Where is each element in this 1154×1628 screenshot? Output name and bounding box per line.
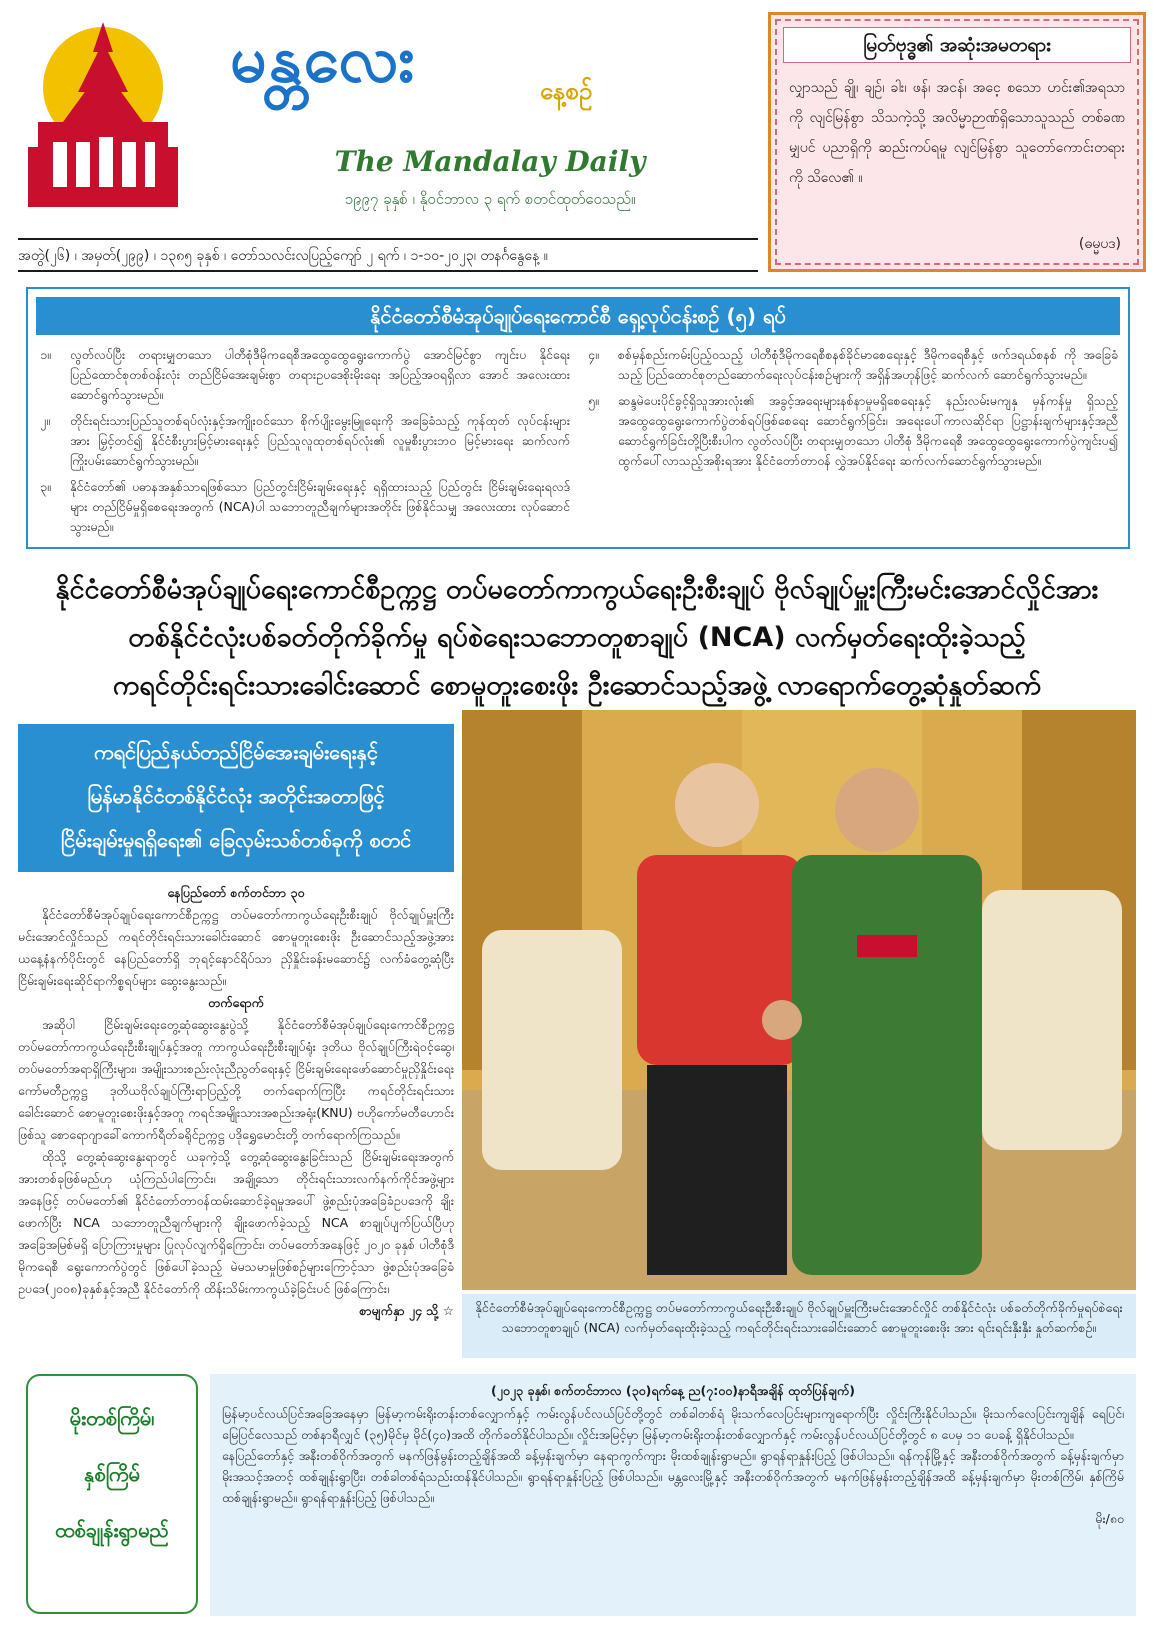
policy-item <box>40 477 570 537</box>
policy-item-number: ၃။ <box>40 479 51 494</box>
policy-item-text: စစ်မှန်စည်းကမ်းပြည့်ဝသည့် ပါတီစုံဒီမိုကရေစီစနစ်ခိုင်မာစေရေးနှင့် ဒီမိုကရေစီနှင့် ဖက်ဒရယ်စနစ် ကို အခြေခံသည့် ပြည်ထောင်စုတည်ဆောက်ရေးလုပ်ငန်းစဉ်များကို အရှိန်အဟုန်ဖြင့် ဆက်လက် ဆောင်ရွက်သွားမည်။ <box>618 347 1118 382</box>
policy-item-text: တိုင်းရင်းသားပြည်သူတစ်ရပ်လုံးနှင့်အကျိုးဝင်သော စိုက်ပျိုးမွေးမြူရေးကို အခြေခံသည့် ကုန်ထုတ် လုပ်ငန်းများအား မြှင့်တင်၍ နိုင်ငံစီးပွားမြင့်မားရေးနှင့် ပြည်သူလူထုတစ်ရပ်လုံး၏ လူမှုစီးပွားဘဝ မြင့်မားရေး ဆက်လက်ကြိုးပမ်းဆောင်ရွက်သွားမည်။ <box>70 413 570 468</box>
masthead-english-title: The Mandalay Daily <box>334 145 646 178</box>
subhead-line: ငြိမ်းချမ်းမှုရရှိရေး၏ ခြေလှမ်းသစ်တစ်ခုကို စတင် <box>60 828 412 852</box>
policy-item-text: ဆန္ဒမဲပေးပိုင်ခွင့်ရှိသူအားလုံး၏ အခွင့်အရေးများနစ်နာမှုမရှိစေရေးနှင့် နည်းလမ်းမကျနှ မှန်ကန်မှု ရှိသည့် အထွေထွေရွေးကောက်ပွဲတစ်ရပ်ဖြစ်စေရေး ဆောင်ရွက်ခြင်း၊ အရေးပေါ်ကာလဆိုင်ရာ ပြဋ္ဌာန်းချက်များနှင့်အညီ ဆောင်ရွက်ခြင်းတို့ပြီးစီးပါက လွတ်လပ်ပြီး တရားမျှတသော ပါတီစုံ ဒီမိုကရေစီ အထွေထွေရွေးကောက်ပွဲကျင်းပ၍ ထွက်ပေါ်လာသည့်အစိုးရအား နိုင်ငံတော်တာဝန် လွှဲအပ်နိုင်ရေး ဆက်လက်ဆောင်ရွက်သွားမည်။ <box>618 393 1118 468</box>
handshake-photo <box>462 710 1136 1290</box>
article-continued-link[interactable]: စာမျက်နှာ ၂၄ သို့ ☆ <box>359 1303 454 1318</box>
masthead-title-suffix: နေ့စဉ် <box>540 77 593 105</box>
policy-item-number: ၅။ <box>588 393 599 408</box>
masthead-established-note: ၁၉၉၇ ခုနှစ် ၊ နိုဝင်ဘာလ ၃ ရက် စတင်ထုတ်ဝေသည်။ <box>344 190 636 208</box>
policy-item-number: ၄။ <box>588 347 599 362</box>
masthead-title: မန္တလေး <box>230 22 417 97</box>
quote-title: မြတ်ဗုဒ္ဓ၏ အဆုံးအမတရား <box>783 27 1131 63</box>
headline-line: နိုင်ငံတော်စီမံအုပ်ချုပ်ရေးကောင်စီဥက္ကဋ္ဌ တပ်မတော်ကာကွယ်ရေးဦးစီးချုပ် ဗိုလ်ချုပ်မှူးကြီးမင်းအောင်လှိုင်အား <box>55 574 1099 605</box>
policy-column-right <box>588 345 1118 477</box>
policy-item-number: ၂။ <box>40 413 50 428</box>
issue-info-line: အတွဲ(၂၆) ၊ အမှတ်(၂၉၉) ၊ ၁၃၈၅ ခုနှစ် ၊ တော်သလင်းလပြည့်ကျော် ၂ ရက် ၊ ၁-၁၀-၂၀၂၃၊ တနင်္ဂနွေနေ့ ။ <box>18 238 758 272</box>
weather-line: နှစ်ကြိမ် <box>84 1462 140 1486</box>
photo-caption: နိုင်ငံတော်စီမံအုပ်ချုပ်ရေးကောင်စီဥက္ကဋ္ဌ တပ်မတော်ကာကွယ်ရေးဦးစီးချုပ် ဗိုလ်ချုပ်မှူးကြီးမင်းအောင်လှိုင် တစ်နိုင်ငံလုံး ပစ်ခတ်တိုက်ခိုက်မှုရပ်စဲရေးသဘောတူစာချုပ် (NCA) လက်မှတ်ရေးထိုးခဲ့သည့် ကရင်တိုင်းရင်းသားခေါင်းဆောင် စောမူတူးစေးဖိုး အား ရင်းရင်းနှီးနှီး နှုတ်ဆက်စဉ်။ <box>462 1294 1136 1358</box>
quote-source: (ဓမ္မပဒ) <box>1078 236 1121 252</box>
policy-item-text: နိုင်ငံတော်၏ ပဓာနအနှစ်သာရဖြစ်သော ပြည်တွင်းငြိမ်းချမ်းရေးနှင့် ရရှိထားသည့် ပြည်တွင်း ငြိမ်းချမ်းရေးရလဒ်များ တည်ငြိမ်မှုရှိစေရေးအတွက် (NCA)ပါ သဘောတူညီချက်များအတိုင်း ဖြစ်နိုင်သမျှ အလေးထား လုပ်ဆောင်သွားမည်။ <box>70 479 570 534</box>
forecast-header: (၂၀၂၃ ခုနှစ်၊ စက်တင်ဘာလ (၃၀)ရက်နေ့ ည(၇:၀၀)နာရီအချိန် ထုတ်ပြန်ချက်) <box>491 1383 855 1398</box>
forecast-page-ref: မိုး/၈၀ <box>1095 1511 1124 1526</box>
policy-column-left <box>40 345 570 543</box>
subhead-line: မြန်မာနိုင်ငံတစ်နိုင်ငံလုံး အတိုင်းအတာဖြင့် <box>87 784 385 808</box>
weather-summary-box <box>26 1374 198 1614</box>
article-dateline: နေပြည်တော် စက်တင်ဘာ ၃၀ <box>167 885 305 900</box>
article-paragraph: ထိုသို့ တွေ့ဆုံဆွေးနွေးရာတွင် ယခုကဲ့သို့ တွေ့ဆုံဆွေးနွေးခြင်းသည် ငြိမ်းချမ်းရေးအတွက် အားတစ်ခုဖြစ်မည်ဟု ယုံကြည်ပါကြောင်း၊ အချို့သော တိုင်းရင်းသားလက်နက်ကိုင်အဖွဲ့များအနေဖြင့် တပ်မတော်၏ နိုင်ငံတော်တာဝန်ထမ်းဆောင်ခဲ့ရမှုအပေါ် ဖွဲ့စည်းပုံအခြေခံဥပဒေကို ချိုးဖောက်ပြီး NCA သဘောတူညီချက်များကို ချိုးဖောက်ခဲ့သည့် NCA စာချုပ်ပျက်ပြယ်ပြီဟု အခြေအမြစ်မရှိ ပြောကြားမှုများ ပြုလုပ်လျက်ရှိကြောင်း၊ တပ်မတော်အနေဖြင့် ၂၀၂၀ ခုနှစ် ပါတီစုံဒီမိုကရေစီ ရွေးကောက်ပွဲတွင် ဖြစ်ပေါ်ခဲ့သည့် မဲမသမာမှုဖြစ်စဉ်များကြောင့်သာ ဖွဲ့စည်းပုံအခြေခံဥပဒေ(၂၀၀၈)ခုနှစ်နှင့်အညီ နိုင်ငံတော်ကို ထိန်းသိမ်းကာကွယ်ခဲ့ခြင်းပင် ဖြစ်ကြောင်း၊ <box>18 1149 454 1296</box>
headline-line: ကရင်တိုင်းရင်းသားခေါင်းဆောင် စောမူတူးစေးဖိုး ဦးဆောင်သည့်အဖွဲ့ လာရောက်တွေ့ဆုံနှုတ်ဆက် <box>112 670 1042 701</box>
weather-line: မိုးတစ်ကြိမ်၊ <box>69 1406 155 1430</box>
weather-line: ထစ်ချုန်းရွာမည် <box>55 1518 169 1542</box>
policy-item <box>40 345 570 405</box>
policy-title: နိုင်ငံတော်စီမံအုပ်ချုပ်ရေးကောင်စီ ရှေ့လုပ်ငန်းစဉ် (၅) ရပ် <box>36 297 1120 335</box>
buddha-teaching-box <box>768 12 1146 272</box>
article-paragraph: နိုင်ငံတော်စီမံအုပ်ချုပ်ရေးကောင်စီဥက္ကဋ္ဌ တပ်မတော်ကာကွယ်ရေးဦးစီးချုပ် ဗိုလ်ချုပ်မှူးကြီးမင်းအောင်လှိုင်သည် ကရင်တိုင်းရင်းသားခေါင်းဆောင် စောမူတူးစေးဖိုး ဦးဆောင်သည့်အဖွဲ့အား ယနေ့နံနက်ပိုင်းတွင် နေပြည်တော်ရှိ ဘုရင့်နောင်ရိပ်သာ ညှိနှိုင်းခန်းမဆောင်၌ လက်ခံတွေ့ဆုံပြီး ငြိမ်းချမ်းရေးဆိုင်ရာကိစ္စရပ်များ ဆွေးနွေးသည်။ <box>18 907 454 988</box>
forecast-paragraph: နေပြည်တော်နှင့် အနီးတစ်ဝိုက်အတွက် မနက်ဖြန်မွန်းတည့်ချိန်အထိ ခန့်မှန်းချက်မှာ နေရာကွက်ကျား မိုးထစ်ချုန်းရွာမည်။ ရွာရန်ရာနှုန်းပြည့် ဖြစ်ပါသည်။ ရန်ကုန်မြို့နှင့် အနီးတစ်ဝိုက်အတွက် ခန့်မှန်းချက်မှာ မိုးအသင့်အတင့် ထစ်ချုန်းရွာပြီး၊ တစ်ခါတစ်ရံသည်းထန်နိုင်ပါသည်။ ရွာရန်ရာနှုန်းပြည့် ဖြစ်ပါသည်။ မန္တလေးမြို့နှင့် အနီးတစ်ဝိုက်အတွက် မနက်ဖြန်မွန်းတည့်ချိန်အထိ ခန့်မှန်းချက်မှာ မိုးတစ်ကြိမ်၊ နှစ်ကြိမ် ထစ်ချုန်းရွာမည်။ ရွာရန်ရာနှုန်းပြည့် ဖြစ်ပါသည်။ <box>222 1448 1124 1505</box>
weather-forecast-section <box>210 1374 1136 1616</box>
policy-item <box>588 391 1118 471</box>
article-subhead-box <box>18 724 454 872</box>
forecast-paragraph: မြန်မာ့ပင်လယ်ပြင်အခြေအနေမှာ မြန်မာ့ကမ်းရိုးတန်းတစ်လျှောက်နှင့် ကမ်းလွန်ပင်လယ်ပြင်တို့တွင် တစ်ခါတစ်ရံ မိုးသက်လေပြင်းများကျရောက်ပြီး လှိုင်းကြီးနိုင်ပါသည်။ မိုးသက်လေပြင်းကျချိန် ရေပြင်၊ မြေပြင်လေသည် တစ်နာရီလျှင် (၃၅)မိုင်မှ မိုင်(၄၀)အထိ တိုက်ခတ်နိုင်ပါသည်။ လှိုင်းအမြင့်မှာ မြန်မာ့ကမ်းရိုးတန်းတစ်လျှောက်နှင့် ကမ်းလွန်ပင်လယ်ပြင်တို့တွင် ၈ ပေမှ ၁၁ ပေခန့် ရှိနိုင်ပါသည်။ <box>222 1406 1124 1442</box>
main-headline <box>20 566 1134 716</box>
article-section-heading: တက်ရောက် <box>208 995 264 1010</box>
article-paragraph: အဆိုပါ ငြိမ်းချမ်းရေးတွေ့ဆုံဆွေးနွေးပွဲသို့ နိုင်ငံတော်စီမံအုပ်ချုပ်ရေးကောင်စီဥက္ကဋ္ဌ တပ်မတော်ကာကွယ်ရေးဦးစီးချုပ်နှင့်အတူ ကာကွယ်ရေးဦးစီးချုပ်ရုံး ဒုတိယ ဗိုလ်ချုပ်ကြီးရဲဝင့်ဆွေ၊ တပ်မတော်အရာရှိကြီးများ၊ အမျိုးသားစည်းလုံးညီညွတ်ရေးနှင့် ငြိမ်းချမ်းရေးဖော်ဆောင်မှုညှိနှိုင်းရေးကော်မတီဥက္ကဋ္ဌ ဒုတိယဗိုလ်ချုပ်ကြီးရာပြည့်တို့ တက်ရောက်ကြပြီး ကရင်တိုင်းရင်းသားခေါင်းဆောင် စောမူတူးစေးဖိုးနှင့်အတူ ကရင်အမျိုးသားအစည်းအရုံး(KNU) ဗဟိုကော်မတီဟောင်းဖြစ်သူ စောရောဂျာခေါ်ကောက်ရီတ်ခရိုင်ဥက္ကဋ္ဌ ပဒိုရွှေမောင်းတို့ တက်ရောက်ကြသည်။ <box>18 1017 454 1142</box>
newspaper-logo-emblem <box>18 12 188 212</box>
headline-line: တစ်နိုင်ငံလုံးပစ်ခတ်တိုက်ခိုက်မှု ရပ်စဲရေးသဘောတူစာချုပ် (NCA) လက်မှတ်ရေးထိုးခဲ့သည့် <box>128 622 1026 653</box>
policy-item <box>588 345 1118 385</box>
policy-item <box>40 411 570 471</box>
council-policy-box <box>26 287 1130 549</box>
policy-item-text: လွတ်လပ်ပြီး တရားမျှတသော ပါတီစုံဒီမိုကရေစီအထွေထွေရွေးကောက်ပွဲ အောင်မြင်စွာ ကျင်းပ နိုင်ရေး ပြည်ထောင်စုတစ်ဝန်းလုံး တည်ငြိမ်အေးချမ်းစွာ တရားဥပဒေစိုးမိုးရေး အပြည့်အဝရရှိလာ အောင် အလေးထားဆောင်ရွက်သွားမည်။ <box>70 347 570 402</box>
subhead-line: ကရင်ပြည်နယ်တည်ငြိမ်အေးချမ်းရေးနှင့် <box>94 740 378 764</box>
quote-text: လျှာသည် ချို၊ ချဉ်၊ ခါး၊ ဖန်၊ အငန်၊ အငေ့ စသော ဟင်း၏အရသာကို လျင်မြန်စွာ သိသကဲ့သို့ အလိမ္မာဉာဏ်ရှိသောသူသည် တစ်ခဏမျှပင် ပညာရှိကို ဆည်းကပ်ရမူ လျင်မြန်စွာ သူတော်ကောင်းတရားကို သိလေ၏ ။ <box>789 80 1125 186</box>
policy-item-number: ၁။ <box>40 347 51 362</box>
main-article-body <box>18 882 454 1352</box>
